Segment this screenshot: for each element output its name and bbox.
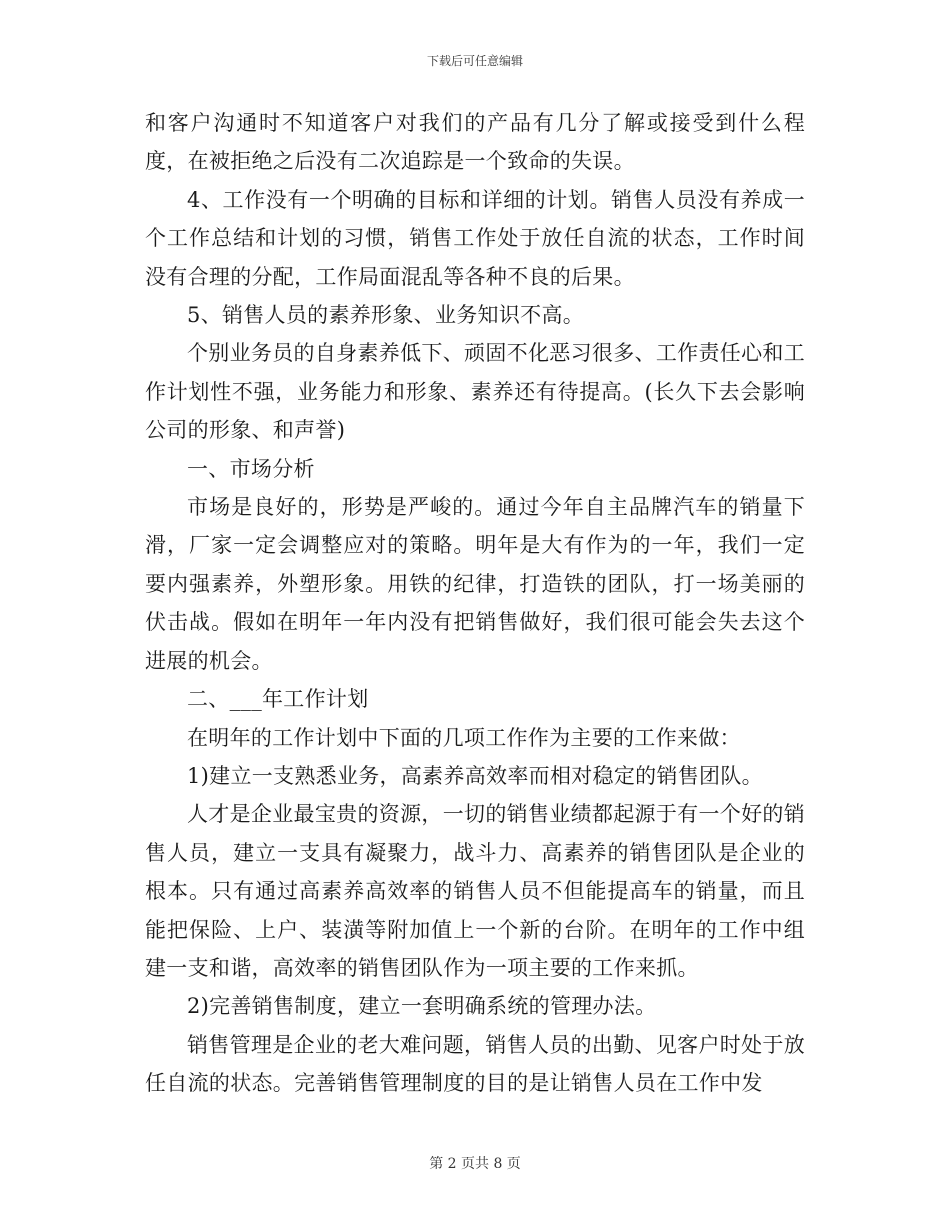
paragraph-market-analysis: 市场是良好的，形势是严峻的。通过今年自主品牌汽车的销量下滑，厂家一定会调整应对的策略。明年是大有作为的一年，我们一定要内强素养，外塑形象。用铁的纪律，打造铁的团队，打一场美丽的伏击战。假如在明年一年内没有把销售做好，我们很可能会失去这个进展的机会。 [145, 495, 805, 673]
paragraph-item-4: 4、工作没有一个明确的目标和详细的计划。销售人员没有养成一个工作总结和计划的习惯，销售工作处于放任自流的状态，工作时间没有合理的分配，工作局面混乱等各种不良的后果。 [145, 187, 805, 289]
paragraph-item-5-detail: 个别业务员的自身素养低下、顽固不化恶习很多、工作责任心和工作计划性不强，业务能力和形象、素养还有待提高。(长久下去会影响公司的形象、和声誉) [145, 341, 805, 443]
paragraph-work-plan-intro: 在明年的工作计划中下面的几项工作作为主要的工作来做： [187, 725, 741, 750]
paragraph-plan-item-1: 1)建立一支熟悉业务，高素养高效率而相对稳定的销售团队。 [187, 763, 763, 788]
paragraph-item-5: 5、销售人员的素养形象、业务知识不高。 [187, 303, 585, 328]
section-heading-market-analysis: 一、市场分析 [187, 456, 315, 481]
document-body [145, 104, 805, 1103]
paragraph-0: 和客户沟通时不知道客户对我们的产品有几分了解或接受到什么程度，在被拒绝之后没有二次追踪是一个致命的失误。 [145, 111, 805, 174]
paragraph-plan-item-2-detail: 销售管理是企业的老大难问题，销售人员的出勤、见客户时处于放任自流的状态。完善销售管理制度的目的是让销售人员在工作中发 [145, 1032, 805, 1096]
paragraph-plan-item-2: 2)完善销售制度，建立一套明确系统的管理办法。 [187, 994, 657, 1019]
paragraph-plan-item-1-detail: 人才是企业最宝贵的资源，一切的销售业绩都起源于有一个好的销售人员，建立一支具有凝聚力，战斗力、高素养的销售团队是企业的根本。只有通过高素养高效率的销售人员不但能提高车的销量，而且能把保险、上户、装潢等附加值上一个新的台阶。在明年的工作中组建一支和谐，高效率的销售团队作为一项主要的工作来抓。 [145, 802, 805, 980]
page-footer: 第 2 页共 8 页 [429, 1156, 521, 1172]
section-heading-work-plan: 二、___年工作计划 [187, 687, 369, 712]
page-header: 下载后可任意编辑 [426, 54, 523, 68]
